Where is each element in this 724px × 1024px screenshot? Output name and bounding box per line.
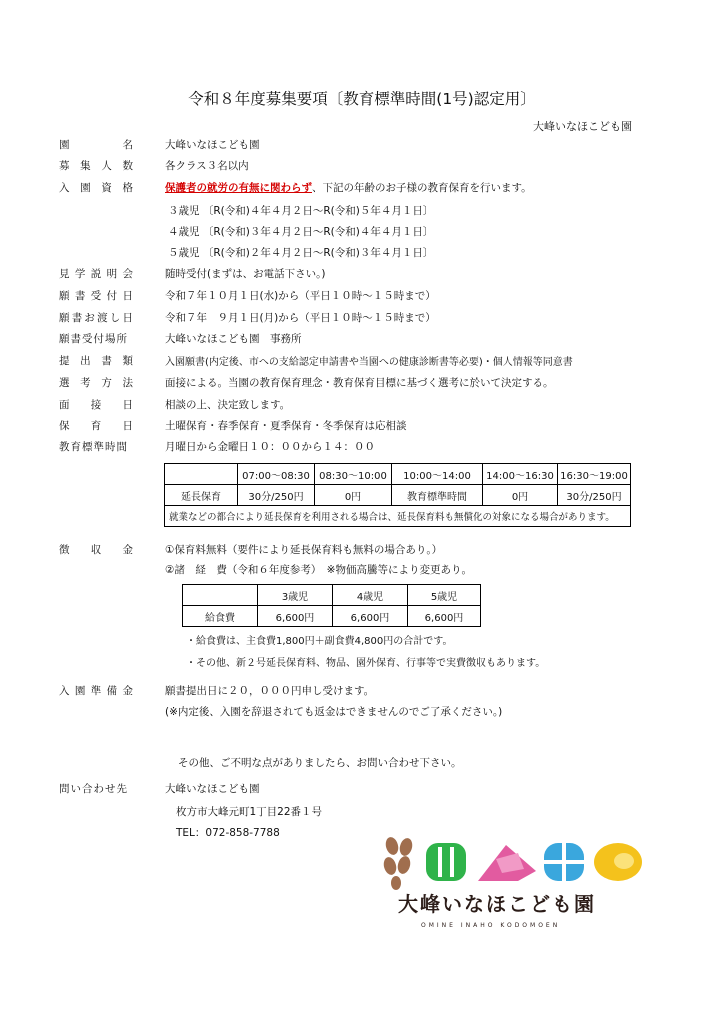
label-handout-date: 願 書 お 渡 し 日	[59, 312, 133, 324]
table-cell: 教育標準時間	[392, 485, 483, 506]
time-table-row	[165, 485, 631, 506]
label-prep-fee: 入 園 準 備 金	[59, 685, 133, 697]
refund-note: (※内定後、入園を辞退されても返金はできませんのでご了承ください。)	[165, 706, 503, 718]
fee-note: ・その他、新２号延長保育料、物品、園外保育、行事等で実費徴収もあります。	[186, 658, 546, 669]
value-application-date: 令和７年１０月１日(水)から（平日１０時〜１５時まで）	[165, 290, 436, 302]
time-table-note-row	[165, 506, 631, 527]
value-prep-fee: 願書提出日に２０，０００円申し受けます。	[165, 685, 375, 697]
eligibility-text: 、下記の年齢のお子様の教育保育を行います。	[312, 182, 532, 194]
table-header-cell: 10:00〜14:00	[392, 464, 483, 485]
table-cell: 給食費	[183, 606, 258, 627]
table-header-cell: 3歳児	[258, 585, 333, 606]
label-tour: 見 学 説 明 会	[59, 268, 133, 280]
pink-shape-icon	[478, 845, 536, 881]
fee-table-row	[183, 606, 481, 627]
value-interview: 相談の上、決定致します。	[165, 399, 291, 411]
value-application-place: 大峰いなほこども園 事務所	[165, 333, 302, 345]
yellow-shape-icon	[594, 843, 642, 881]
table-cell: 30分/250円	[558, 485, 631, 506]
label-fees: 徴 収 金	[59, 544, 133, 556]
fee-table-header-row	[183, 585, 481, 606]
table-cell: 0円	[315, 485, 392, 506]
page-title: 令和８年度募集要項〔教育標準時間(1号)認定用〕	[188, 90, 536, 108]
logo-text: 大峰いなほこども園	[398, 892, 596, 916]
time-table-note: 就業などの都合により延長保育を利用される場合は、延長保育料も無償化の対象になる場合があります。	[165, 506, 631, 527]
table-cell: 延長保育	[165, 485, 238, 506]
table-cell: 6,600円	[333, 606, 408, 627]
green-shape-icon	[426, 843, 466, 881]
label-school-name: 園 名	[59, 139, 133, 151]
organization-name: 大峰いなほこども園	[533, 120, 632, 133]
misc-fees-line: ②諸 経 費（令和６年度参考） ※物価高騰等により変更あり。	[165, 564, 472, 576]
label-contact: 問い合わせ先	[59, 783, 128, 795]
time-table	[164, 463, 631, 527]
value-standard-hours: 月曜日から金曜日１０：００から１４：００	[165, 441, 375, 453]
age-3-range: ３歳児 〔R(令和)４年４月２日〜R(令和)５年４月１日〕	[168, 205, 434, 217]
time-table-header-row	[165, 464, 631, 485]
table-cell: 0円	[483, 485, 558, 506]
value-eligibility	[165, 180, 532, 195]
table-header-cell: 16:30〜19:00	[558, 464, 631, 485]
label-interview: 面 接 日	[59, 399, 133, 411]
label-documents: 提 出 書 類	[59, 355, 133, 367]
value-care-days: 土曜保育・春季保育・夏季保育・冬季保育は応相談	[165, 420, 407, 432]
label-application-date: 願 書 受 付 日	[59, 290, 133, 302]
table-cell: 30分/250円	[238, 485, 315, 506]
value-school-name: 大峰いなほこども園	[165, 139, 260, 151]
label-care-days: 保 育 日	[59, 420, 133, 432]
label-standard-hours: 教育標準時間	[59, 441, 128, 453]
table-cell: 6,600円	[408, 606, 481, 627]
label-eligibility: 入 園 資 格	[59, 182, 133, 194]
label-selection: 選 考 方 法	[59, 377, 133, 389]
value-selection: 面接による。当園の教育保育理念・教育保育目標に基づく選考に於いて決定する。	[165, 377, 554, 389]
label-capacity: 募 集 人 数	[59, 160, 133, 172]
age-4-range: ４歳児 〔R(令和)３年４月２日〜R(令和)４年４月１日〕	[168, 226, 434, 238]
age-5-range: ５歳児 〔R(令和)２年４月２日〜R(令和)３年４月１日〕	[168, 247, 434, 259]
value-fees: ①保育料無料（要件により延長保育料も無料の場合あり。）	[165, 544, 443, 556]
fee-note: ・給食費は、主食費1,800円＋副食費4,800円の合計です。	[186, 636, 453, 647]
blue-shape-icon	[544, 843, 584, 881]
table-header-cell: 5歳児	[408, 585, 481, 606]
school-logo	[378, 833, 648, 933]
table-header-cell: 14:00〜16:30	[483, 464, 558, 485]
logo-subtitle: OMINE INAHO KODOMOEN	[421, 922, 561, 929]
label-application-place: 願書受付場所	[59, 333, 128, 345]
value-documents: 入園願書(内定後、市への支給認定申請書や当園への健康診断書等必要)・個人情報等同意書	[165, 357, 573, 368]
table-header-cell: 07:00〜08:30	[238, 464, 315, 485]
table-header-cell: 4歳児	[333, 585, 408, 606]
telephone: TEL：072-858-7788	[176, 827, 280, 839]
table-cell: 6,600円	[258, 606, 333, 627]
rice-grain-icon	[382, 836, 414, 890]
eligibility-highlight: 保護者の就労の有無に関わらず	[165, 182, 312, 194]
table-header-cell	[183, 585, 258, 606]
fee-table	[182, 584, 481, 627]
value-handout-date: 令和７年 ９月１日(月)から（平日１０時〜１５時まで）	[165, 312, 436, 324]
value-contact: 大峰いなほこども園	[165, 783, 260, 795]
table-header-cell: 08:30〜10:00	[315, 464, 392, 485]
address: 枚方市大峰元町1丁目22番１号	[176, 806, 323, 818]
value-capacity: 各クラス３名以内	[165, 160, 249, 172]
table-header-cell	[165, 464, 238, 485]
value-tour: 随時受付(まずは、お電話下さい。)	[165, 268, 326, 280]
closing-text: その他、ご不明な点がありましたら、お問い合わせ下さい。	[178, 757, 462, 769]
